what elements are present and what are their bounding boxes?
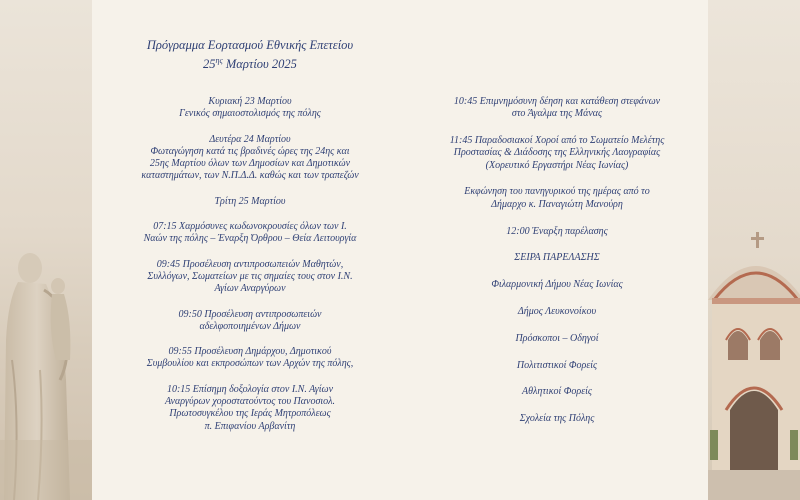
- schedule-line: Τρίτη 25 Μαρτίου: [214, 195, 286, 207]
- schedule-entry: [412, 96, 702, 121]
- schedule-entry: [100, 259, 400, 296]
- schedule-line: Δευτέρα 24 Μαρτίου: [209, 133, 291, 145]
- church-illustration: [708, 0, 800, 500]
- schedule-line: Αγίων Αναργύρων: [214, 283, 286, 295]
- schedule-line: 09:45 Προσέλευση αντιπροσωπειών Μαθητών,: [156, 258, 344, 270]
- schedule-entry: [100, 384, 400, 433]
- schedule-line: Πρόσκοποι – Οδηγοί: [515, 332, 599, 344]
- schedule-line: Σχολεία της Πόλης: [519, 413, 595, 425]
- schedule-entry: [412, 413, 702, 425]
- schedule-entry: [100, 221, 400, 246]
- schedule-line: 11:45 Παραδοσιακοί Χοροί από το Σωματείο Μελέτης: [449, 135, 665, 147]
- schedule-line: 12:00 Έναρξη παρέλασης: [506, 225, 608, 237]
- schedule-line: 10:45 Επιμνημόσυνη δέηση και κατάθεση στεφάνων: [453, 96, 661, 107]
- left-border-monument-image: [0, 0, 92, 500]
- schedule-line: Προστασίας & Διάδοσης της Ελληνικής Λαογραφίας: [453, 147, 661, 159]
- schedule-entry: [100, 309, 400, 334]
- schedule-entry: [412, 252, 702, 264]
- left-column-schedule: [100, 96, 400, 446]
- schedule-line: π. Επιφανίου Αρβανίτη: [204, 420, 296, 432]
- schedule-line: Κυριακή 23 Μαρτίου: [208, 96, 292, 107]
- schedule-entry: [412, 360, 702, 372]
- schedule-line: Εκφώνηση του πανηγυρικού της ημέρας από το: [464, 186, 650, 198]
- schedule-line: 25ης Μαρτίου όλων των Δημοσίων και Δημοτικών: [149, 158, 351, 170]
- title-date-sup: ης: [215, 56, 223, 65]
- schedule-entry: [412, 333, 702, 345]
- title-date-rest: Μαρτίου 2025: [222, 57, 297, 72]
- schedule-entry: [412, 226, 702, 238]
- schedule-line: Ναών της πόλης – Έναρξη Όρθρου – Θεία Λειτουργία: [143, 233, 357, 245]
- schedule-entry: [100, 196, 400, 208]
- schedule-entry: [100, 96, 400, 121]
- schedule-line: καταστημάτων, των Ν.Π.Δ.Δ. καθώς και των τραπεζών: [141, 170, 359, 182]
- schedule-entry: [412, 386, 702, 398]
- schedule-entry: [412, 135, 702, 172]
- right-border-church-image: [708, 0, 800, 500]
- schedule-line: Πολιτιστικοί Φορείς: [516, 359, 598, 371]
- schedule-entry: [412, 186, 702, 211]
- schedule-line: 09:55 Προσέλευση Δημάρχου, Δημοτικού: [168, 346, 332, 358]
- title-date-day: 25: [203, 57, 216, 72]
- schedule-line: ΣΕΙΡΑ ΠΑΡΕΛΑΣΗΣ: [514, 252, 600, 264]
- title-date: [92, 53, 408, 72]
- schedule-line: Φιλαρμονική Δήμου Νέας Ιωνίας: [491, 279, 623, 291]
- schedule-line: Φωταγώγηση κατά τις βραδινές ώρες της 24ης και: [150, 145, 350, 157]
- schedule-entry: [412, 279, 702, 291]
- title-line: Πρόγραμμα Εορτασμού Εθνικής Επετείου: [146, 38, 354, 52]
- schedule-line: Δήμαρχο κ. Παναγιώτη Μανούρη: [491, 198, 623, 210]
- schedule-line: (Χορευτικό Εργαστήρι Νέας Ιωνίας): [485, 159, 629, 171]
- schedule-line: Δήμος Λευκονοίκου: [517, 305, 597, 317]
- schedule-line: Αναργύρων χοροστατούντος του Πανοσιολ.: [165, 396, 335, 408]
- right-column-schedule: [412, 96, 702, 440]
- schedule-entry: [100, 346, 400, 371]
- schedule-line: 10:15 Επίσημη δοξολογία στον Ι.Ν. Αγίων: [166, 383, 334, 395]
- schedule-line: Πρωτοσυγκέλου της Ιεράς Μητροπόλεως: [169, 408, 331, 420]
- schedule-line: Γενικός σημαιοστολισμός της πόλης: [179, 108, 321, 120]
- schedule-line: στο Άγαλμα της Μάνας: [511, 108, 603, 120]
- schedule-line: αδελφοποιημένων Δήμων: [199, 320, 301, 332]
- schedule-line: 07:15 Χαρμόσυνες κωδωνοκρουσίες όλων των Ι.: [153, 221, 347, 233]
- schedule-line: Συλλόγων, Σωματείων με τις σημαίες τους στον Ι.Ν.: [147, 270, 353, 282]
- schedule-entry: [412, 306, 702, 318]
- mother-statue-illustration: [0, 0, 92, 500]
- schedule-line: Αθλητικοί Φορείς: [522, 386, 592, 398]
- schedule-line: 09:50 Προσέλευση αντιπροσωπειών: [178, 308, 322, 320]
- program-title: [92, 38, 408, 72]
- schedule-entry: [100, 134, 400, 183]
- schedule-line: Συμβουλίου και εκπροσώπων των Αρχών της πόλης,: [146, 358, 354, 370]
